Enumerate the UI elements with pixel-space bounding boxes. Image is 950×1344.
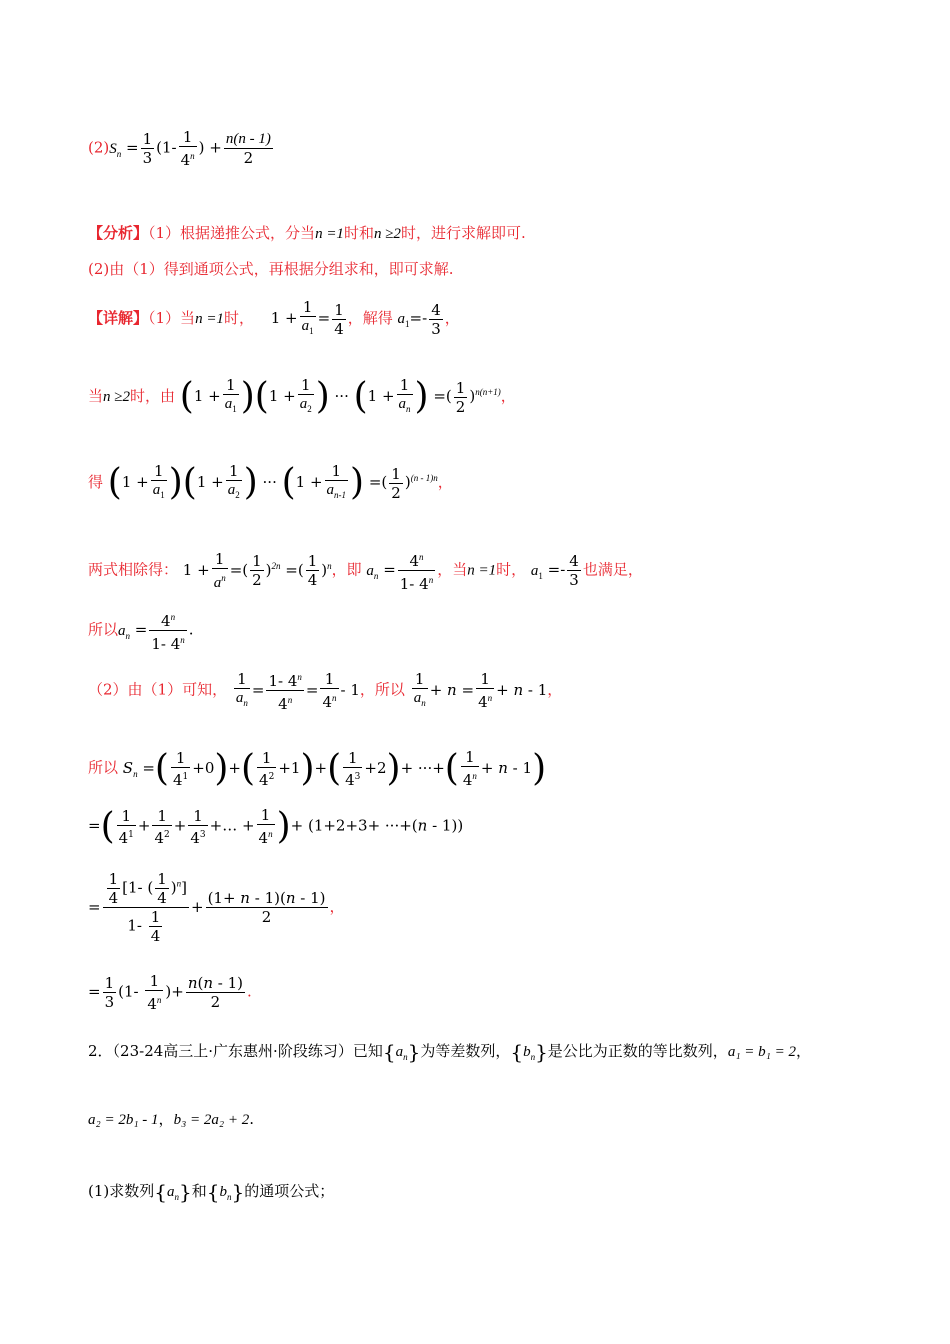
- problem-source: （23-24高三上·广东惠州·阶段练习）: [112, 1042, 353, 1060]
- period: .: [188, 620, 194, 639]
- cond-n1: n =1: [315, 226, 344, 242]
- comma2: ，: [500, 387, 516, 405]
- get-text: 得: [88, 473, 104, 491]
- analysis-text2: 时和: [343, 224, 374, 242]
- comma3: ，: [437, 473, 453, 491]
- answer-line-2: $(2)S_n$ = $\frac{1}{3}$ (1- $\frac{1}{4^n}$ ) + $\frac{n(n - 1)}{2}$: [88, 128, 271, 169]
- detail-line-2: 当n ≥2时，由 (1 + $\frac{1}{a_1}$ )(1 + $\frac{1}{a_2}$ ) ··· (1 + $\frac{1}{a_n}$ ) =( $\frac{1}{2}$ )$^{n(n+1)}$，: [88, 376, 516, 417]
- detail-line-5: 所以$a_n$ = $\frac{4^n}{1- 4^n}$ .: [88, 608, 194, 653]
- problem-line-1: 2．（23-24高三上·广东惠州·阶段练习）已知$\{a_n\}$为等差数列，$\{b_n\}$是公比为正数的等比数列，a₁ = b₁ = 2，: [88, 1040, 812, 1064]
- problem-number: 2．: [88, 1042, 113, 1060]
- then-text: ，即: [331, 560, 362, 579]
- cond-a2: a₂ = 2b₁ - 1: [88, 1112, 159, 1128]
- detail-line-10: = $\frac{1}{3}$ (1- $\frac{1}{4^n}$ )+ $\frac{n(n - 1)}{2}$ .: [88, 972, 252, 1013]
- comma: ，: [444, 309, 460, 327]
- cond3: n =1: [467, 562, 497, 579]
- detail-line-4: 两式相除得： 1 + $\frac{1}{a^n}$ =( $\frac{1}{2}$ )$^{2n}$ =( $\frac{1}{4}$ )$^n$，即 $a_n$ = $\frac{4^n}{1- 4^n}$ ，当n =1时， $a_1$ =- $\frac{4}{3}$ 也满足，: [88, 549, 643, 593]
- detail-line-9: = $\frac{1}{4}$ [1- ( $\frac{1}{4}$ )$^n$] 1- $\frac{1}{4}$ + $\frac{(1+ n - 1)(n - 1)}{2}$ ，: [88, 870, 345, 945]
- part2-text: （2）由（1）可知，: [88, 680, 228, 699]
- q1-text-b: 和: [191, 1182, 207, 1200]
- analysis-text3: 时，进行求解即可.: [400, 224, 526, 242]
- analysis-line-2: (2)由（1）得到通项公式，再根据分组求和，即可求解.: [88, 260, 454, 278]
- so3-text: 所以: [88, 758, 119, 777]
- problem-text3: 是公比为正数的等比数列，: [547, 1042, 728, 1060]
- analysis-tag: 【分析】: [88, 224, 149, 242]
- cond-b3: b₃ = 2a₂ + 2: [173, 1112, 250, 1128]
- detail-line-8: =( $\frac{1}{4^1}$ + $\frac{1}{4^2}$ + $\frac{1}{4^3}$ +… + $\frac{1}{4^n}$ )+ (1+2+3+ ···+(n - 1)): [88, 805, 464, 847]
- q1-text-c: 的通项公式；: [244, 1182, 335, 1200]
- detail-line-6: （2）由（1）可知， $\frac{1}{a_n}$ = $\frac{1- 4^n}{4^n}$ = $\frac{1}{4^n}$ - 1，所以 $\frac{1}{a_n}$ + n = $\frac{1}{4^n}$ + n - 1，: [88, 669, 563, 713]
- detail-text: （1）当: [148, 309, 196, 327]
- exp3: 2n: [271, 560, 281, 571]
- period2: .: [247, 982, 252, 1001]
- problem-text2: 为等差数列，: [420, 1042, 511, 1060]
- solve-text: ，解得: [347, 309, 393, 327]
- detail-line-1: 【详解】（1）当n =1时， 1 + $\frac{1}{a_1}$ = $\frac{1}{4}$ ，解得 $a_1=-$ $\frac{4}{3}$ ，: [88, 298, 460, 338]
- problem-line-2: a₂ = 2b₁ - 1，b₃ = 2a₂ + 2.: [88, 1110, 255, 1128]
- analysis-text: （1）根据递推公式，分当: [148, 224, 316, 242]
- so2-text: ，所以: [359, 680, 405, 699]
- exp1: n(n+1): [475, 387, 501, 397]
- detail-cond: n =1: [195, 311, 224, 327]
- so-text: 所以: [88, 620, 119, 639]
- answer-label: (2): [88, 138, 110, 157]
- detail-line-7: 所以 $S_n$ =( $\frac{1}{4^1}$ +0)+( $\frac{1}{4^2}$ +1)+( $\frac{1}{4^3}$ +2)+ ···+( $\frac{1}{4^n}$ + n - 1): [88, 747, 547, 789]
- divide-text: 两式相除得：: [88, 560, 179, 579]
- detail-tag: 【详解】: [88, 309, 149, 327]
- when-text: 当: [88, 387, 104, 405]
- q1-text-a: (1)求数列: [88, 1182, 155, 1200]
- when3-text: ，当: [437, 560, 468, 579]
- analysis-line-1: [88, 222, 526, 243]
- exp2: (n - 1)n: [410, 473, 438, 483]
- when2-text: 时，由: [130, 387, 176, 405]
- when3b-text: 时，: [496, 560, 527, 579]
- cond-n-ge-2: n ≥2: [103, 389, 130, 405]
- a1-eq: =-: [409, 309, 428, 327]
- comma4: ，: [547, 680, 563, 699]
- detail-line-3: 得 (1 + $\frac{1}{a_1}$ )(1 + $\frac{1}{a_2}$ ) ··· (1 + $\frac{1}{a_{n-1}}$ ) =( $\frac{1}{2}$ )$^{(n - 1)n}$，: [88, 462, 453, 503]
- detail-text2: 时，: [223, 309, 254, 327]
- problem-text1: 已知: [352, 1042, 383, 1060]
- problem-cond: a₁ = b₁ = 2: [727, 1044, 796, 1060]
- problem-line-3: (1)求数列$\{a_n\}$和$\{b_n\}$的通项公式；: [88, 1180, 335, 1204]
- comma5: ，: [329, 897, 345, 916]
- satisfy-text: 也满足，: [582, 560, 643, 579]
- cond-n2: n ≥2: [373, 226, 401, 242]
